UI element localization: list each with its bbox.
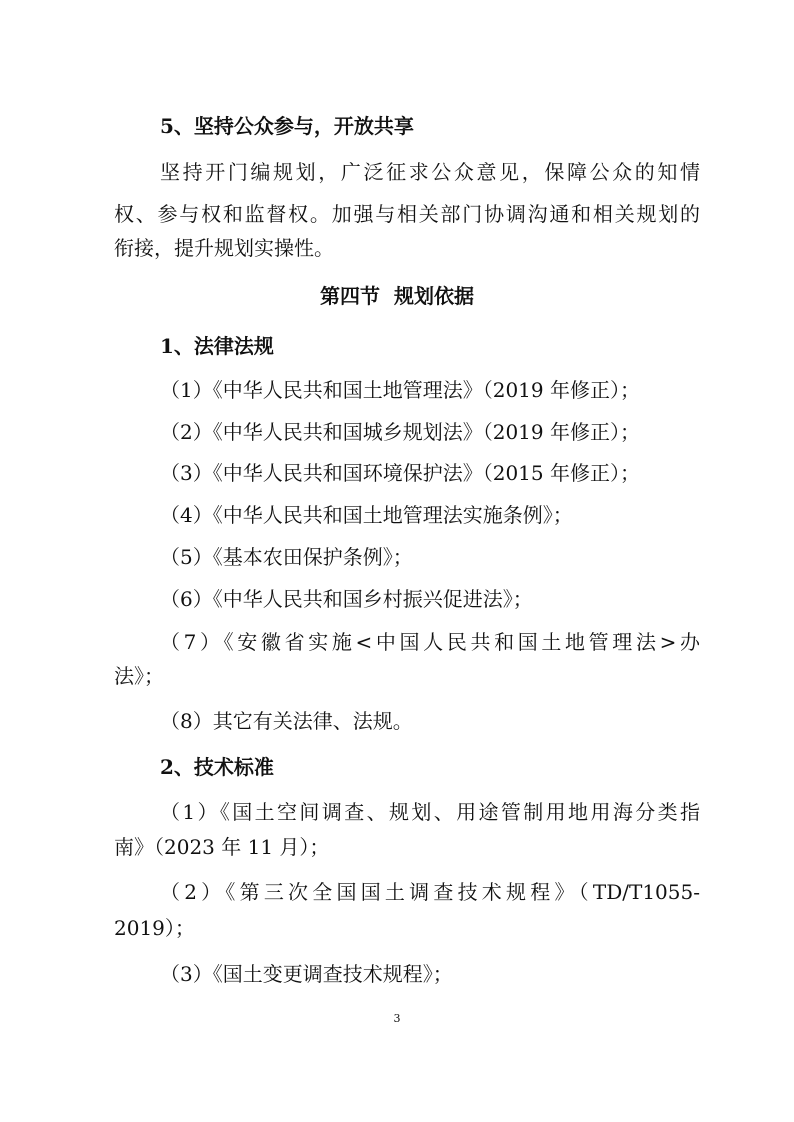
- list-item-continuation: 南》（2023 年 11 月）；: [114, 835, 330, 859]
- paragraph-line: 衔接，提升规划实操性。: [114, 236, 334, 260]
- paragraph-line: 权、参与权和监督权。加强与相关部门协调沟通和相关规划的: [114, 202, 700, 226]
- list-item: （5）《基本农田保护条例》；: [160, 545, 413, 569]
- heading-principle-5: 5、坚持公众参与，开放共享: [160, 114, 414, 138]
- list-item: （4）《中华人民共和国土地管理法实施条例》；: [160, 503, 573, 527]
- heading-standards: 2、技术标准: [160, 755, 274, 779]
- list-item: （2）《中华人民共和国城乡规划法》（2019 年修正）；: [160, 420, 640, 444]
- list-item: （2）《第三次全国国土调查技术规程》（TD/T1055-: [160, 880, 700, 904]
- list-item: （1）《中华人民共和国土地管理法》（2019 年修正）；: [160, 378, 640, 402]
- list-item: （3）《国土变更调查技术规程》；: [160, 962, 453, 986]
- paragraph-line: 坚持开门编规划，广泛征求公众意见，保障公众的知情: [160, 160, 700, 184]
- list-item: （3）《中华人民共和国环境保护法》（2015 年修正）；: [160, 461, 640, 485]
- list-item: （7）《安徽省实施<中国人民共和国土地管理法>办: [160, 630, 700, 654]
- list-item-continuation: 2019）；: [114, 916, 195, 940]
- heading-laws: 1、法律法规: [160, 334, 274, 358]
- list-item: （1）《国土空间调查、规划、用途管制用地用海分类指: [160, 800, 700, 824]
- list-item: （6）《中华人民共和国乡村振兴促进法》；: [160, 587, 533, 611]
- page-number: 3: [393, 1012, 401, 1025]
- section-title: 第四节 规划依据: [320, 284, 474, 308]
- list-item: （8）其它有关法律、法规。: [160, 709, 413, 733]
- list-item-continuation: 法》；: [114, 664, 164, 688]
